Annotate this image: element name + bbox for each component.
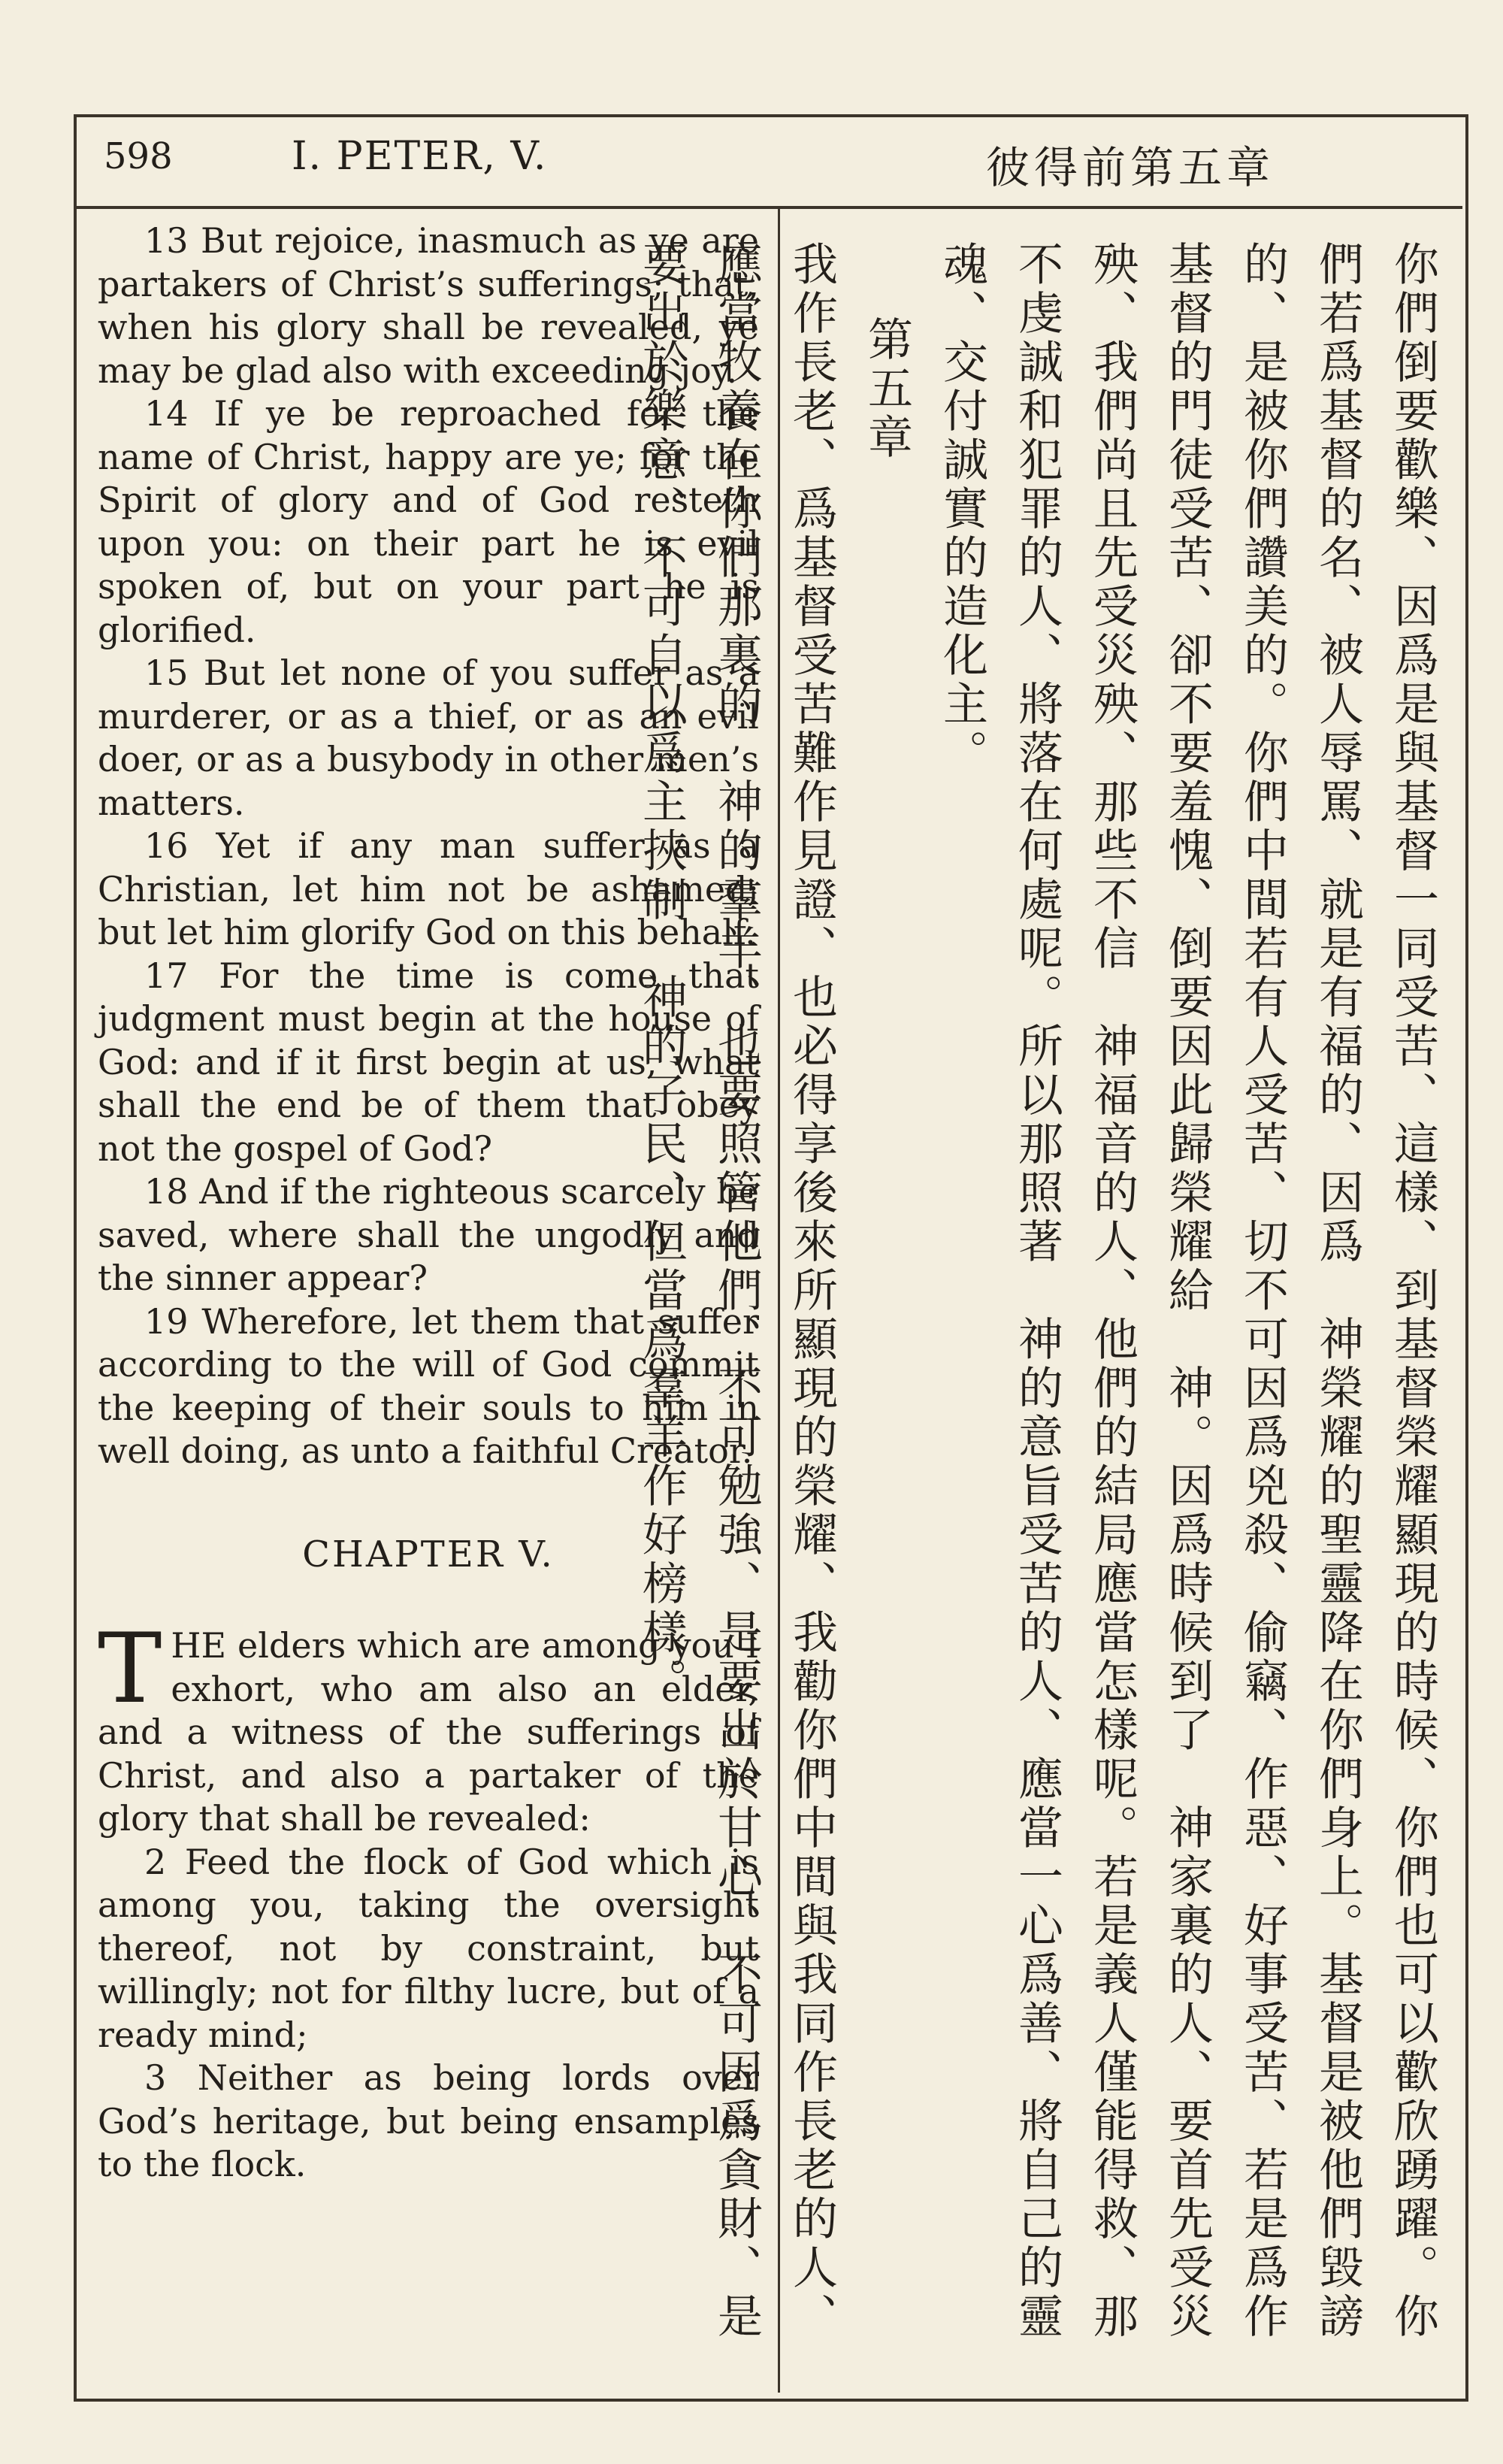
- verse-2: 2 Feed the flock of God which is among you, taking the oversight thereof, not by constraint, but willingly; not for filthy lucre, but of a ready mind;: [98, 1841, 759, 2055]
- chapter-heading: CHAPTER V.: [302, 1533, 555, 1576]
- verse-17: 17 For the time is come that judgment must begin at the house of God: and if it first begin at us, what shall the end be of them that obey not the gospel of God?: [98, 955, 759, 1169]
- verse-3: 3 Neither as being lords over God’s heritage, but being ensamples to the flock.: [98, 2057, 759, 2184]
- running-title: I. PETER, V.: [292, 134, 548, 179]
- verse-13: 13 But rejoice, inasmuch as ye are partakers of Christ’s sufferings; that, when his glory shall be revealed, ye may be glad also with exceeding joy.: [98, 220, 759, 391]
- page-number: 598: [104, 135, 173, 177]
- page-header: [74, 114, 1462, 209]
- chinese-verses-13-19: 你們倒要歡樂、因爲是與基督一同受苦、這樣、到基督榮耀顯現的時候、你們也可以歡欣踴躍。你們若爲基督的名、被人辱罵、就是有福的、因爲 神榮耀的聖靈降在你們身上。基督是被他們毀謗的、是被你們讚美的。你們中間若有人受苦、切不可因爲兇殺、偷竊、作惡、好事受苦、若是爲作基督的門徒受苦、卻不要羞愧、倒要因此歸榮耀給 神。因爲時候到了 神家裏的人、要首先受災殃、我們尚且先受災殃、那些不信 神福音的人、他們的結局應當怎樣呢。若是義人僅能得救、那不虔誠和犯罪的人、將落在何處呢。所以那照著 神的意旨受苦的人、應當一心爲善、將自己的靈魂、交付誠實的造化主。: [936, 241, 1439, 2341]
- verse-19: 19 Wherefore, let them that suffer according to the will of God commit the keeping of their souls to him in well doing, as unto a faithful Creator.: [98, 1300, 759, 1471]
- verse-18: 18 And if the righteous scarcely be saved, where shall the ungodly and the sinner appear?: [98, 1171, 759, 1298]
- chinese-column: [635, 241, 1450, 2383]
- chinese-chapter-heading: 第五章: [860, 316, 913, 462]
- drop-cap: T: [98, 1613, 162, 1725]
- verse-14: 14 If ye be reproached for the name of Christ, happy are ye; for the Spirit of glory and of God resteth upon you: on their part he is evil spoken of, but on your part he is glorified.: [98, 393, 759, 650]
- chinese-running-title: 彼得前第五章: [985, 142, 1275, 193]
- verse-1-text: HE elders which are among you I exhort, who am also an elder, and a witness of the sufferings of Christ, and also a partaker of the glory that shall be revealed:: [98, 1625, 759, 1839]
- verse-15: 15 But let none of you suffer as a murderer, or as a thief, or as an evil doer, or as a busybody in other men’s matters.: [98, 652, 759, 823]
- verse-16: 16 Yet if any man suffer as a Christian, let him not be ashamed; but let him glorify God on this behalf.: [98, 825, 759, 952]
- chinese-verses-1-3: 我作長老、爲基督受苦難作見證、也必得享後來所顯現的榮耀、我勸你們中間與我同作長老的人、應當牧養在你們那裏的 神的羣羊、也要照管他們、不可勉強、是要出於甘心、不可因爲貪財、是要出於樂意、不可自以爲主挾制 神的子民、但當爲羣羊作好榜樣。: [635, 241, 838, 2341]
